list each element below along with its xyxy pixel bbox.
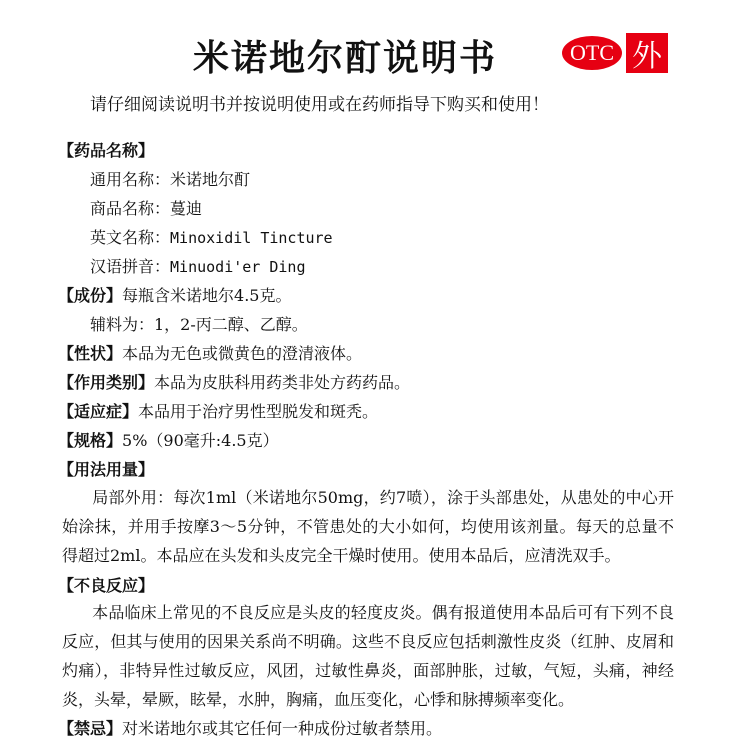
excipients-row	[90, 314, 308, 336]
field-value: Minoxidil Tincture	[170, 229, 333, 247]
field-label: 通用名称：	[90, 170, 171, 189]
section-text: 本品用于治疗男性型脱发和斑秃。	[138, 402, 379, 421]
section-category	[58, 372, 410, 394]
section-adverse	[58, 575, 154, 597]
field-label: 英文名称：	[90, 228, 171, 247]
section-text: 本品为皮肤科用药类非处方药药品。	[154, 373, 411, 392]
section-contraindications	[58, 718, 442, 740]
section-header: 【适应症】	[58, 402, 139, 421]
section-text: 辅料为：1，2-丙二醇、乙醇。	[90, 315, 308, 334]
field-value: 米诺地尔酊	[170, 170, 251, 189]
section-header: 【药品名称】	[58, 141, 155, 160]
otc-badge: OTC	[562, 36, 622, 70]
field-label: 汉语拼音：	[90, 257, 171, 276]
section-header: 【禁忌】	[58, 719, 123, 738]
section-dosage	[58, 459, 154, 481]
pinyin-row	[90, 256, 305, 278]
field-label: 商品名称：	[90, 199, 171, 218]
section-header: 【成份】	[58, 286, 123, 305]
notice-text: 请仔细阅读说明书并按说明使用或在药师指导下购买和使用！	[90, 95, 549, 115]
dosage-paragraph	[62, 483, 674, 570]
section-header: 【作用类别】	[58, 373, 155, 392]
adverse-paragraph	[62, 598, 674, 714]
section-header: 【用法用量】	[58, 460, 155, 479]
section-description	[58, 343, 362, 365]
section-text: 本品为无色或微黄色的澄清液体。	[122, 344, 363, 363]
section-text: 每瓶含米诺地尔4.5克。	[122, 286, 292, 305]
field-value: Minuodi'er Ding	[170, 258, 306, 276]
section-specification	[58, 430, 279, 452]
section-header: 【规格】	[58, 431, 123, 450]
section-drug-name	[58, 140, 154, 162]
document-title: 米诺地尔酊说明书	[192, 37, 497, 79]
section-text: 局部外用：每次1ml（米诺地尔50mg，约7喷），涂于头部患处，从患处的中心开始涂抹，并用手按摩3～5分钟，不管患处的大小如何，均使用该剂量。每天的总量不得超过2ml。本品应在头发和头皮完全干燥时使用。使用本品后，应清洗双手。	[62, 488, 674, 565]
field-value: 蔓迪	[170, 199, 203, 218]
section-header: 【性状】	[58, 344, 123, 363]
english-name-row	[90, 227, 333, 249]
trade-name-row	[90, 198, 202, 220]
section-header: 【不良反应】	[58, 576, 155, 595]
section-text: 5%（90毫升:4.5克）	[122, 431, 279, 450]
section-text: 本品临床上常见的不良反应是头皮的轻度皮炎。偶有报道使用本品后可有下列不良反应，但其与使用的因果关系尚不明确。这些不良反应包括刺激性皮炎（红肿、皮屑和灼痛），非特异性过敏反应，风团，过敏性鼻炎，面部肿胀，过敏，气短，头痛，神经炎，头晕，晕厥，眩晕，水肿，胸痛，血压变化，心悸和脉搏频率变化。	[62, 603, 674, 709]
section-composition	[58, 285, 291, 307]
section-indications	[58, 401, 378, 423]
section-text: 对米诺地尔或其它任何一种成份过敏者禁用。	[122, 719, 443, 738]
external-use-badge: 外	[626, 33, 668, 73]
generic-name-row	[90, 169, 250, 191]
